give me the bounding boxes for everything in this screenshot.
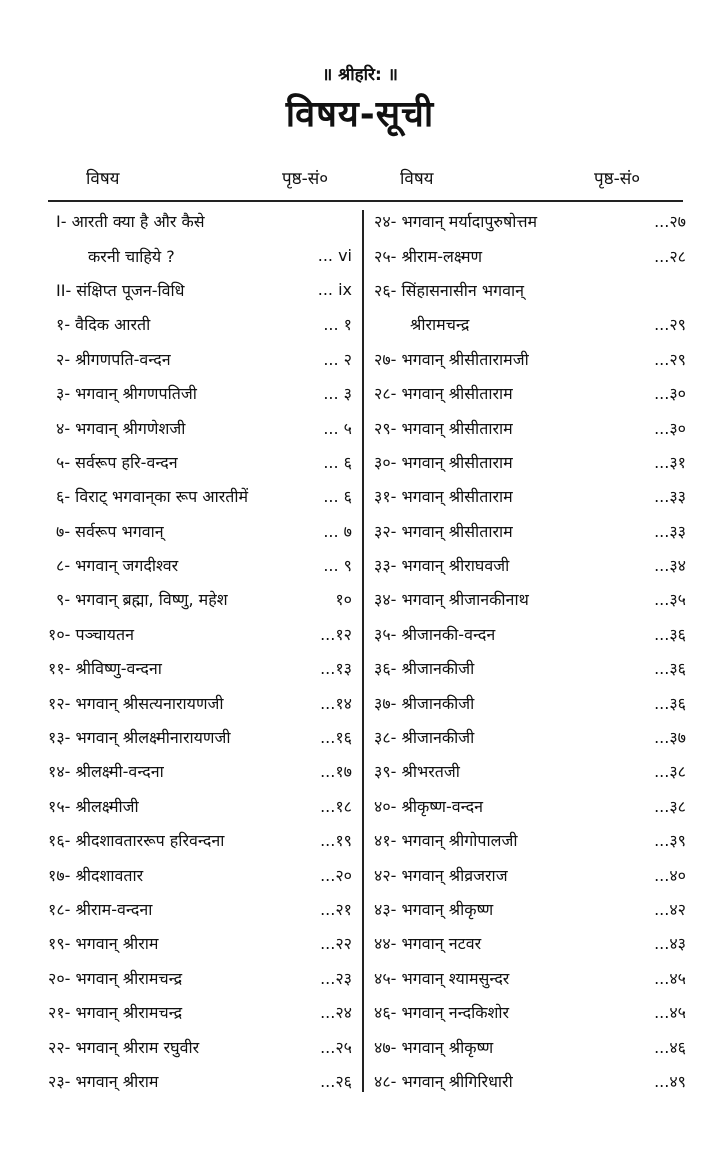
toc-entry-page: ...३६ [654,624,686,644]
toc-entry [48,376,352,410]
toc-entry [48,582,352,616]
toc-entry [374,410,686,444]
toc-entry-title: १५- श्रीलक्ष्मीजी [48,796,139,816]
invocation-heading: ॥ श्रीहरि: ॥ [322,65,398,85]
toc-entry-title: ३६- श्रीजानकीजी [374,659,475,679]
toc-entry [48,273,352,307]
toc-entry-title: ७- सर्वरूप भगवान् [56,521,164,541]
toc-entry-page: ...१९ [320,831,352,851]
toc-entry-page: ... ६ [323,452,352,472]
toc-entry-title: २९- भगवान् श्रीसीताराम [374,418,513,438]
toc-entry-title: ९- भगवान् ब्रह्मा, विष्णु, महेश [56,590,228,610]
toc-entry-title: ४५- भगवान् श्यामसुन्दर [374,968,510,988]
toc-entry [48,1064,352,1098]
toc-entry [374,857,686,891]
toc-entry-page: ...३३ [654,487,686,507]
toc-entry [374,892,686,926]
toc-entry-page: ... vi [317,246,352,266]
toc-entry-page: ...४३ [654,934,686,954]
toc-entry-page: ...४० [654,865,686,885]
toc-entry [48,754,352,788]
toc-entry-title: ४१- भगवान् श्रीगोपालजी [374,831,518,851]
toc-entry [374,1029,686,1063]
toc-entry-title: १२- भगवान् श्रीसत्यनारायणजी [48,693,224,713]
toc-entry [48,995,352,1029]
toc-entry [374,720,686,754]
toc-entry-title: ५- सर्वरूप हरि-वन्दन [56,452,178,472]
toc-entry [48,961,352,995]
toc-entry [48,445,352,479]
toc-entry [374,445,686,479]
column-divider [362,210,364,1092]
toc-entry-title: ३५- श्रीजानकी-वन्दन [374,624,496,644]
toc-entry-title: १३- भगवान् श्रीलक्ष्मीनारायणजी [48,728,231,748]
toc-entry-title: ४- भगवान् श्रीगणेशजी [56,418,186,438]
toc-entry-page: ...३१ [654,452,686,472]
toc-entry-page: ... ix [317,280,352,300]
left-page-header: पृष्ठ-सं० [282,169,329,189]
toc-entry [374,479,686,513]
right-page-header: पृष्ठ-सं० [594,169,641,189]
toc-entry [374,376,686,410]
toc-entry-title: ८- भगवान् जगदीश्वर [56,556,179,576]
toc-entry-page: ...२८ [654,246,686,266]
toc-entry [48,410,352,444]
toc-entry-title: २७- भगवान् श्रीसीतारामजी [374,349,529,369]
toc-entry-page: ...३६ [654,693,686,713]
toc-entry-title: ४२- भगवान् श्रीव्रजराज [374,865,508,885]
toc-entry-page: ...३० [654,418,686,438]
toc-entry [48,685,352,719]
toc-entry-title: ३२- भगवान् श्रीसीताराम [374,521,513,541]
toc-entry [374,789,686,823]
header-divider [48,200,683,202]
toc-entry-page: ... ९ [323,556,352,576]
toc-entry-page: ... १ [323,315,352,335]
toc-entry-page: ...१२ [320,624,352,644]
toc-entry-page: ...२३ [320,968,352,988]
toc-entry-title: ३७- श्रीजानकीजी [374,693,475,713]
toc-entry-title: २- श्रीगणपति-वन्दन [56,349,171,369]
toc-entry-page: ...३४ [654,556,686,576]
toc-entry-page: ...१६ [320,728,352,748]
toc-entry-page: ... २ [323,349,352,369]
toc-entry-page: ...३७ [654,728,686,748]
toc-entry-page: ... ५ [323,418,352,438]
toc-entry-page: ...४५ [654,1003,686,1023]
toc-entry-title: २८- भगवान् श्रीसीताराम [374,384,513,404]
toc-entry-title: ३०- भगवान् श्रीसीताराम [374,452,513,472]
toc-entry-title: २३- भगवान् श्रीराम [48,1071,159,1091]
toc-entry-page: ...१८ [320,796,352,816]
toc-entry [374,342,686,376]
toc-entry-title: १९- भगवान् श्रीराम [48,934,159,954]
toc-entry-page: ...१३ [320,659,352,679]
toc-entry-page: ...२५ [320,1037,352,1057]
toc-entry-title: ११- श्रीविष्णु-वन्दना [48,659,162,679]
toc-entry-page: ...२४ [320,1003,352,1023]
toc-entry-title: ३१- भगवान् श्रीसीताराम [374,487,513,507]
toc-entry-page: ...३६ [654,659,686,679]
toc-entry-title: १४- श्रीलक्ष्मी-वन्दना [48,762,164,782]
toc-entry-title: ३४- भगवान् श्रीजानकीनाथ [374,590,529,610]
toc-entry [374,823,686,857]
toc-entry [48,204,352,238]
toc-entry-page: ...१७ [320,762,352,782]
toc-entry-title: ३३- भगवान् श्रीराघवजी [374,556,510,576]
toc-entry-title: १- वैदिक आरती [56,315,151,335]
toc-entry-title: ४०- श्रीकृष्ण-वन्दन [374,796,483,816]
toc-entry [374,273,686,307]
toc-entry-title: ४४- भगवान् नटवर [374,934,482,954]
toc-entry [48,720,352,754]
toc-entry-page: ...२९ [654,349,686,369]
toc-entry [48,926,352,960]
toc-entry-title: श्रीरामचन्द्र [410,315,470,335]
toc-entry [374,926,686,960]
toc-entry-page: ...२० [320,865,352,885]
toc-entry-title: ४६- भगवान् नन्दकिशोर [374,1003,510,1023]
toc-entry-title: ४७- भगवान् श्रीकृष्ण [374,1037,494,1057]
toc-entry-title: २२- भगवान् श्रीराम रघुवीर [48,1037,200,1057]
toc-entry [374,204,686,238]
toc-entry [48,857,352,891]
toc-entry-page: ...४९ [654,1071,686,1091]
toc-entry [374,651,686,685]
toc-entry-title: I- आरती क्या है और कैसे [56,212,205,232]
right-toc-column [374,204,686,1098]
toc-entry-page: ...३५ [654,590,686,610]
toc-entry-title: २४- भगवान् मर्यादापुरुषोत्तम [374,212,538,232]
toc-entry-page: ...३३ [654,521,686,541]
toc-entry [48,1029,352,1063]
toc-entry-title: २५- श्रीराम-लक्ष्मण [374,246,483,266]
toc-entry-title: २१- भगवान् श्रीरामचन्द्र [48,1003,183,1023]
toc-entry-title: ३- भगवान् श्रीगणपतिजी [56,384,197,404]
toc-entry-title: ४८- भगवान् श्रीगिरिधारी [374,1071,513,1091]
toc-entry [48,238,352,272]
toc-entry-page: ...३८ [654,762,686,782]
toc-entry [374,961,686,995]
toc-entry-page: ...४५ [654,968,686,988]
toc-entry-page: ... ३ [323,384,352,404]
toc-entry-page: ... ६ [323,487,352,507]
toc-entry-title: करनी चाहिये ? [88,246,175,266]
toc-entry [48,789,352,823]
toc-entry-page: ...२१ [320,900,352,919]
toc-entry [374,514,686,548]
toc-entry [48,514,352,548]
toc-entry-title: II- संक्षिप्त पूजन-विधि [56,280,185,300]
toc-entry-page: ...३० [654,384,686,404]
toc-entry-page: ...३८ [654,796,686,816]
toc-entry-title: १६- श्रीदशावताररूप हरिवन्दना [48,831,225,851]
toc-entry-title: ३८- श्रीजानकीजी [374,728,475,748]
toc-entry-page: ...२७ [654,212,686,232]
toc-entry [48,548,352,582]
toc-entry-title: ६- विराट् भगवान्‌का रूप आरतीमें [56,487,249,507]
toc-entry [48,651,352,685]
left-toc-column [48,204,352,1098]
toc-entry-title: १८- श्रीराम-वन्दना [48,900,153,919]
toc-entry [48,307,352,341]
toc-entry [48,823,352,857]
toc-entry [374,548,686,582]
toc-entry-title: १०- पञ्चायतन [48,624,134,644]
toc-entry [48,479,352,513]
toc-entry [374,1064,686,1098]
toc-entry [374,582,686,616]
toc-entry-title: १७- श्रीदशावतार [48,865,144,885]
toc-entry-page: ...२९ [654,315,686,335]
toc-entry [374,685,686,719]
toc-entry-page: ...२२ [320,934,352,954]
toc-entry [374,754,686,788]
toc-entry-page: ...४२ [654,900,686,919]
toc-entry [48,342,352,376]
toc-entry [48,892,352,926]
toc-entry-page: ... ७ [323,521,352,541]
toc-entry-title: २०- भगवान् श्रीरामचन्द्र [48,968,183,988]
toc-entry [374,995,686,1029]
toc-entry-page: ...४६ [654,1037,686,1057]
page-title: विषय-सूची [285,94,435,135]
toc-entry-page: ...२६ [320,1071,352,1091]
toc-entry [48,617,352,651]
toc-entry-page: ...३९ [654,831,686,851]
toc-entry [374,307,686,341]
toc-entry-title: ४३- भगवान् श्रीकृष्ण [374,900,494,919]
left-subject-header: विषय [86,169,120,189]
toc-entry-title: ३९- श्रीभरतजी [374,762,460,782]
toc-entry-title: २६- सिंहासनासीन भगवान् [374,280,525,300]
toc-entry-page: १० [335,590,352,610]
toc-entry [374,617,686,651]
toc-entry [374,238,686,272]
right-subject-header: विषय [400,169,434,189]
toc-entry-page: ...१४ [320,693,352,713]
